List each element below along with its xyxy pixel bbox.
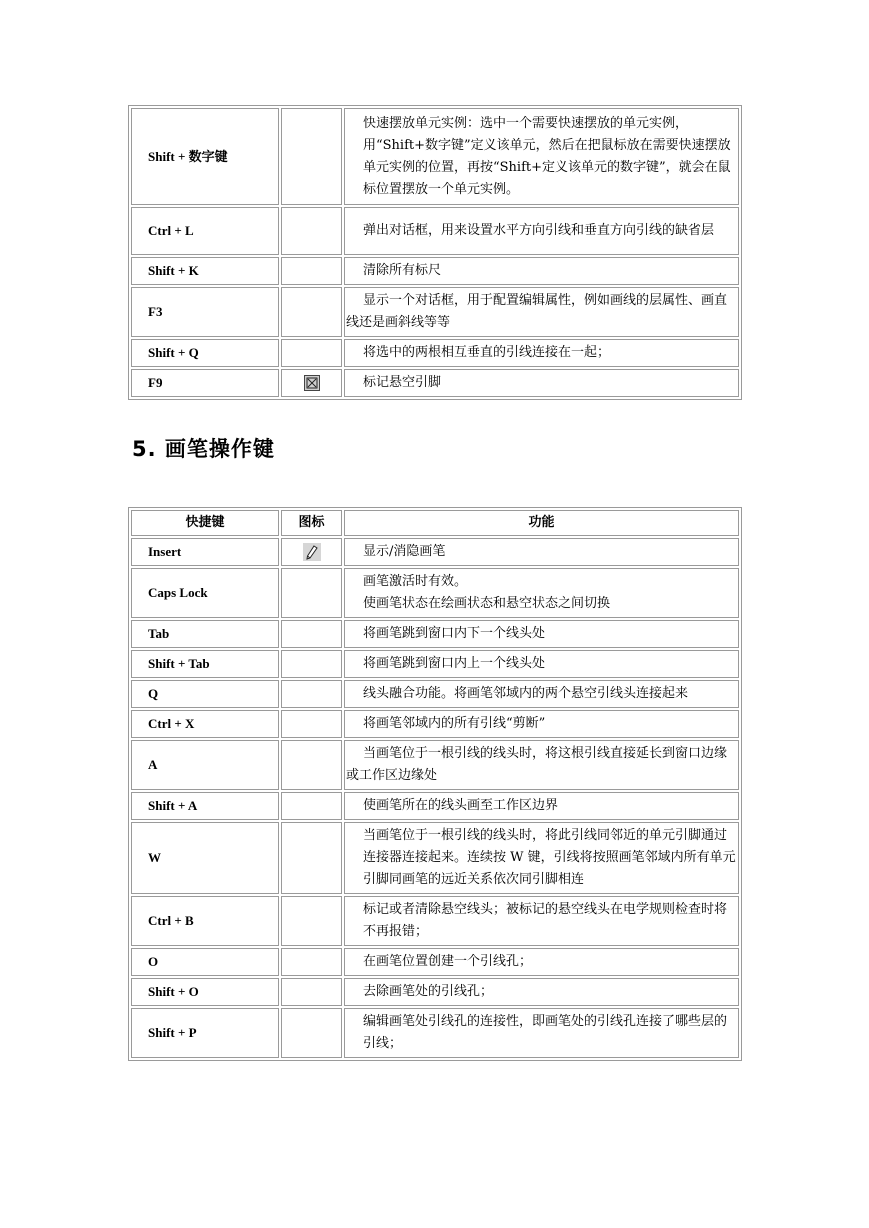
- shortcut-description: 将选中的两根相互垂直的引线连接在一起；: [344, 339, 739, 367]
- table-row: [131, 710, 739, 738]
- pen-icon: [303, 543, 321, 561]
- shortcut-description: 弹出对话框，用来设置水平方向引线和垂直方向引线的缺省层: [344, 207, 739, 255]
- shortcut-description: 显示/消隐画笔: [344, 538, 739, 566]
- shortcut-description: 标记或者清除悬空线头；被标记的悬空线头在电学规则检查时将不再报错；: [344, 896, 739, 946]
- table-row: [131, 896, 739, 946]
- icon-cell: [281, 339, 342, 367]
- table-row: [131, 620, 739, 648]
- header-function: 功能: [344, 510, 739, 536]
- shortcut-key: Ctrl + B: [131, 896, 279, 946]
- shortcut-description: 清除所有标尺: [344, 257, 739, 285]
- icon-cell: [281, 710, 342, 738]
- shortcut-key: Q: [131, 680, 279, 708]
- shortcut-key: O: [131, 948, 279, 976]
- shortcut-key: Shift + Tab: [131, 650, 279, 678]
- shortcut-description: 标记悬空引脚: [344, 369, 739, 397]
- icon-cell: [281, 680, 342, 708]
- table-row: [131, 680, 739, 708]
- shortcut-key: Shift + P: [131, 1008, 279, 1058]
- shortcut-description: 快速摆放单元实例：选中一个需要快速摆放的单元实例，用“Shift+数字键”定义该单元，然后在把鼠标放在需要快速摆放单元实例的位置，再按“Shift+定义该单元的数字键”，就会在鼠标位置摆放一个单元实例。: [344, 108, 739, 205]
- table-row: [131, 740, 739, 790]
- header-key: 快捷键: [131, 510, 279, 536]
- table-row: [131, 369, 739, 397]
- icon-cell: [281, 287, 342, 337]
- icon-cell: [281, 369, 342, 397]
- icon-cell: [281, 108, 342, 205]
- shortcut-key: Ctrl + L: [131, 207, 279, 255]
- icon-cell: [281, 822, 342, 894]
- shortcut-description: 显示一个对话框，用于配置编辑属性，例如画线的层属性、画直线还是画斜线等等: [344, 287, 739, 337]
- shortcut-key: F9: [131, 369, 279, 397]
- description-line: 使画笔状态在绘画状态和悬空状态之间切换: [363, 596, 611, 611]
- description-line: 画笔激活时有效。: [363, 574, 468, 589]
- shortcut-description: 当画笔位于一根引线的线头时，将这根引线直接延长到窗口边缘或工作区边缘处: [344, 740, 739, 790]
- shortcut-description: 将画笔跳到窗口内下一个线头处: [344, 620, 739, 648]
- shortcut-key: Ctrl + X: [131, 710, 279, 738]
- table-row: [131, 650, 739, 678]
- shortcut-key: Tab: [131, 620, 279, 648]
- icon-cell: [281, 740, 342, 790]
- table-row: [131, 948, 739, 976]
- table-row: [131, 568, 739, 618]
- table-row: [131, 978, 739, 1006]
- icon-cell: [281, 978, 342, 1006]
- icon-cell: [281, 650, 342, 678]
- shortcut-key: F3: [131, 287, 279, 337]
- shortcut-description: 线头融合功能。将画笔邻域内的两个悬空引线头连接起来: [344, 680, 739, 708]
- icon-cell: [281, 792, 342, 820]
- shortcut-key: Caps Lock: [131, 568, 279, 618]
- table-row: [131, 1008, 739, 1058]
- icon-cell: [281, 538, 342, 566]
- header-row: [131, 510, 739, 536]
- table-row: [131, 822, 739, 894]
- shortcut-key: Shift + K: [131, 257, 279, 285]
- icon-cell: [281, 257, 342, 285]
- shortcut-key: A: [131, 740, 279, 790]
- shortcut-key: Shift + A: [131, 792, 279, 820]
- table-row: [131, 257, 739, 285]
- icon-cell: [281, 568, 342, 618]
- shortcut-table-2: [128, 507, 742, 1061]
- icon-cell: [281, 207, 342, 255]
- icon-cell: [281, 948, 342, 976]
- table-row: [131, 207, 739, 255]
- section-heading: 5. 画笔操作键: [132, 437, 275, 461]
- icon-cell: [281, 1008, 342, 1058]
- table-row: [131, 287, 739, 337]
- table-row: [131, 792, 739, 820]
- table-row: [131, 339, 739, 367]
- icon-cell: [281, 896, 342, 946]
- shortcut-table-1: [128, 105, 742, 400]
- shortcut-description: 在画笔位置创建一个引线孔；: [344, 948, 739, 976]
- header-icon: 图标: [281, 510, 342, 536]
- icon-cell: [281, 620, 342, 648]
- shortcut-description: 当画笔位于一根引线的线头时，将此引线同邻近的单元引脚通过连接器连接起来。连续按 W 键，引线将按照画笔邻域内所有单元引脚同画笔的远近关系依次同引脚相连: [344, 822, 739, 894]
- shortcut-key: Insert: [131, 538, 279, 566]
- table-row: [131, 538, 739, 566]
- shortcut-key: Shift + O: [131, 978, 279, 1006]
- shortcut-key: Shift + 数字键: [131, 108, 279, 205]
- shortcut-description: 使画笔所在的线头画至工作区边界: [344, 792, 739, 820]
- table-row: [131, 108, 739, 205]
- shortcut-key: W: [131, 822, 279, 894]
- shortcut-description: 将画笔跳到窗口内上一个线头处: [344, 650, 739, 678]
- shortcut-description: 去除画笔处的引线孔；: [344, 978, 739, 1006]
- shortcut-description: [344, 568, 739, 618]
- shortcut-description: 编辑画笔处引线孔的连接性，即画笔处的引线孔连接了哪些层的引线；: [344, 1008, 739, 1058]
- boxed-x-icon: [304, 375, 320, 391]
- shortcut-key: Shift + Q: [131, 339, 279, 367]
- shortcut-description: 将画笔邻域内的所有引线“剪断”: [344, 710, 739, 738]
